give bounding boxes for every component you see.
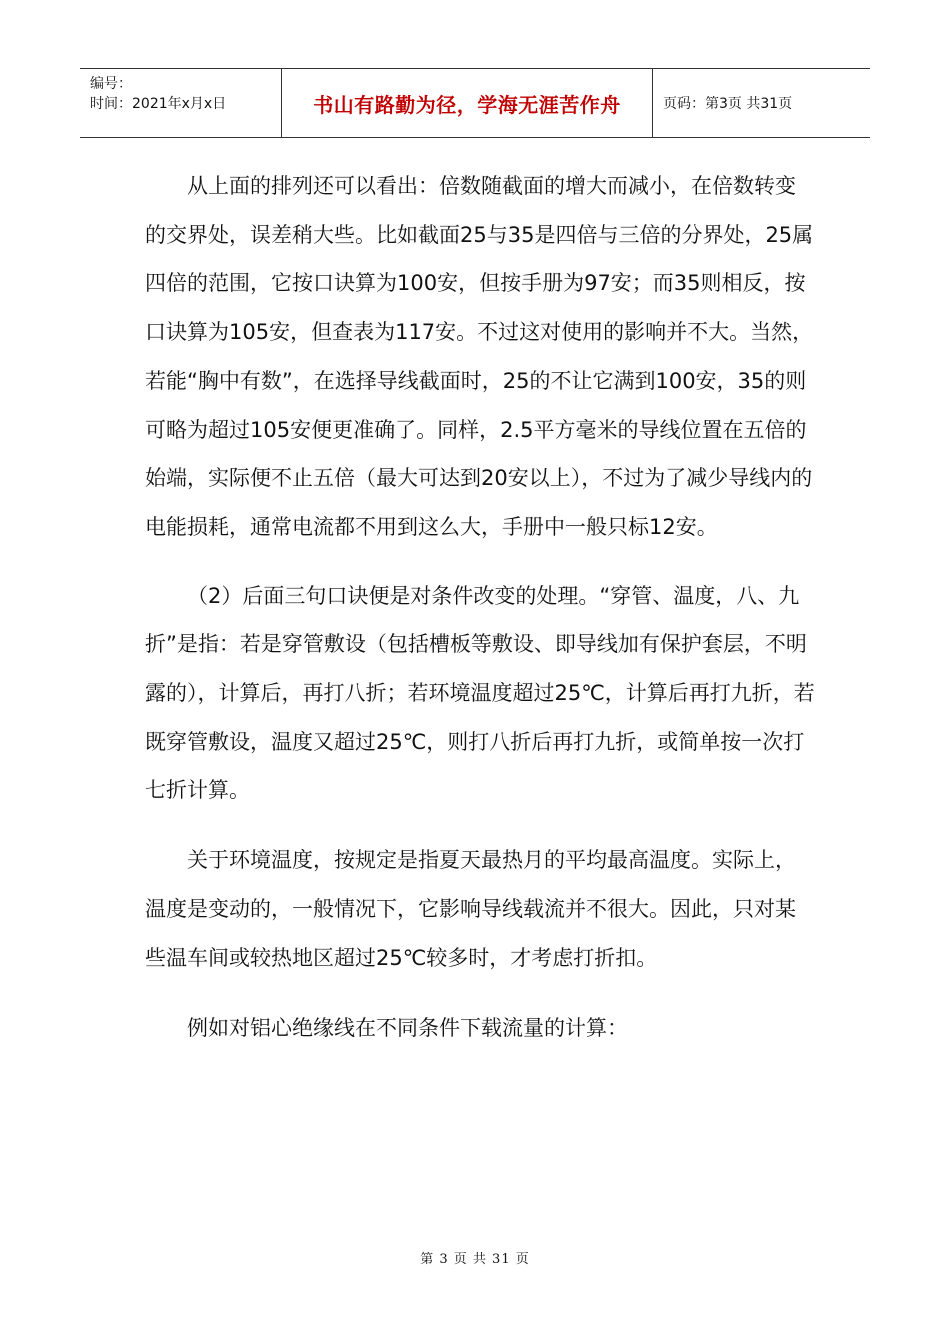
header-motto-cell bbox=[281, 69, 653, 137]
document-date: 时间：2021年x月x日 bbox=[90, 96, 227, 112]
page-header bbox=[80, 68, 870, 138]
header-page-info: 页码：第3页 共31页 bbox=[663, 96, 793, 112]
paragraph-2: （2）后面三句口诀便是对条件改变的处理。“穿管、温度，八、九折”是指：若是穿管敷设（包括槽板等敷设、即导线加有保护套层，不明露的），计算后，再打八折；若环境温度超过25℃，计算后再打九折，若既穿管敷设，温度又超过25℃，则打八折后再打九折，或简单按一次打七折计算。 bbox=[145, 583, 815, 803]
paragraph-1: 从上面的排列还可以看出：倍数随截面的增大而减小，在倍数转变的交界处，误差稍大些。比如截面25与35是四倍与三倍的分界处，25属四倍的范围，它按口诀算为100安，但按手册为97安；而35则相反，按口诀算为105安，但查表为117安。不过这对使用的影响并不大。当然，若能“胸中有数”，在选择导线截面时，25的不让它满到100安，35的则可略为超过105安便更准确了。同样，2.5平方毫米的导线位置在五倍的始端，实际便不止五倍（最大可达到20安以上），不过为了减少导线内的电能损耗，通常电流都不用到这么大，手册中一般只标12安。 bbox=[145, 174, 814, 539]
header-page-cell bbox=[653, 69, 870, 137]
paragraph-3: 关于环境温度，按规定是指夏天最热月的平均最高温度。实际上，温度是变动的，一般情况下，它影响导线载流并不很大。因此，只对某些温车间或较热地区超过25℃较多时，才考虑打折扣。 bbox=[145, 848, 796, 970]
header-motto: 书山有路勤为径，学海无涯苦作舟 bbox=[313, 92, 621, 117]
paragraph-4: 例如对铝心绝缘线在不同条件下载流量的计算： bbox=[187, 1016, 628, 1041]
page-footer: 第 3 页 共 31 页 bbox=[420, 1252, 530, 1267]
document-body bbox=[145, 162, 815, 1053]
header-meta-cell bbox=[80, 69, 281, 137]
document-number-label: 编号： bbox=[90, 76, 132, 92]
